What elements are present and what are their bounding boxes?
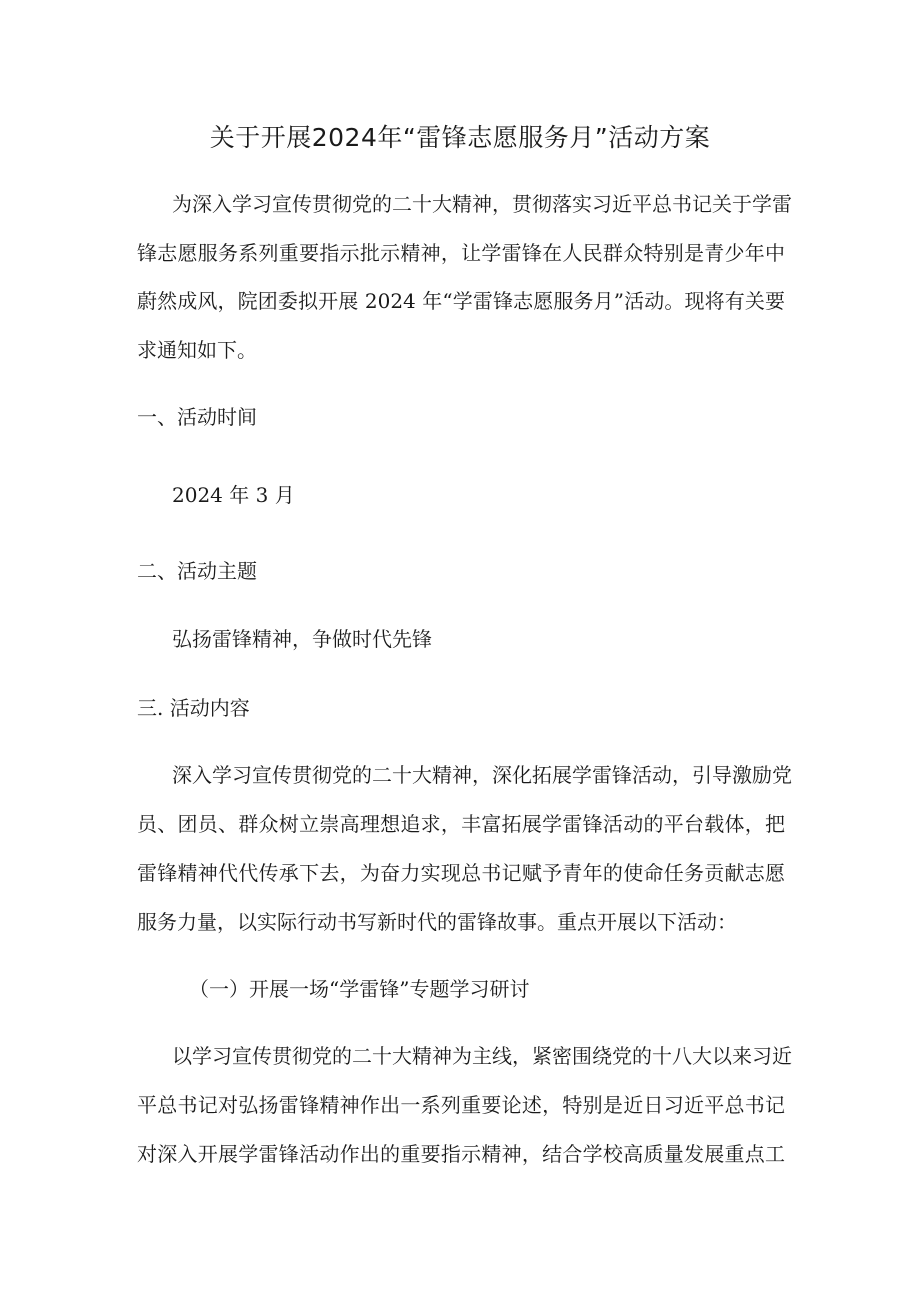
section-heading-time: 一、活动时间 [137, 405, 257, 429]
subsection-line: 以学习宣传贯彻党的二十大精神为主线，紧密围绕党的十八大以来习近 [172, 1044, 792, 1068]
section-content-time: 2024 年 3 月 [172, 483, 295, 507]
subsection-line: 平总书记对弘扬雷锋精神作出一系列重要论述，特别是近日习近平总书记 [137, 1093, 785, 1117]
content-line: 雷锋精神代代传承下去，为奋力实现总书记赋予青年的使命任务贡献志愿 [137, 861, 785, 885]
intro-line: 蔚然成风，院团委拟开展 2024 年“学雷锋志愿服务月”活动。现将有关要 [137, 289, 785, 313]
content-line: 深入学习宣传贯彻党的二十大精神，深化拓展学雷锋活动，引导激励党 [172, 763, 792, 787]
content-line: 员、团员、群众树立崇高理想追求，丰富拓展学雷锋活动的平台载体，把 [137, 812, 785, 836]
subsection-line: 对深入开展学雷锋活动作出的重要指示精神，结合学校高质量发展重点工 [137, 1142, 785, 1166]
content-line: 服务力量，以实际行动书写新时代的雷锋故事。重点开展以下活动： [137, 910, 737, 934]
subsection-heading: （一）开展一场“学雷锋”专题学习研讨 [189, 977, 530, 1001]
section-heading-theme: 二、活动主题 [137, 559, 257, 583]
section-heading-content: 三. 活动内容 [137, 696, 250, 720]
intro-line: 锋志愿服务系列重要指示批示精神，让学雷锋在人民群众特别是青少年中 [137, 241, 785, 265]
intro-line: 为深入学习宣传贯彻党的二十大精神，贯彻落实习近平总书记关于学雷 [172, 192, 792, 216]
intro-line: 求通知如下。 [137, 338, 257, 362]
document-title: 关于开展2024年“雷锋志愿服务月”活动方案 [209, 123, 711, 152]
section-content-theme: 弘扬雷锋精神，争做时代先锋 [172, 627, 432, 651]
